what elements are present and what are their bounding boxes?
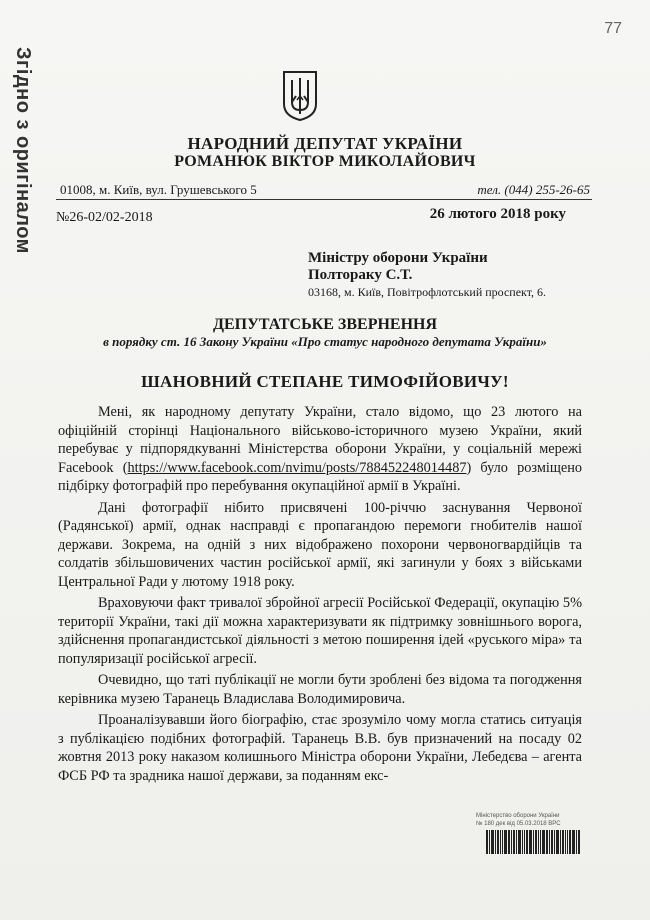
registration-stamp: Міністерство оборони України № 180 дек від 05.03.2018 ВРС	[476, 813, 561, 827]
reference-date: 26 лютого 2018 року	[429, 206, 566, 222]
paragraph: Проаналізувавши його біографію, стає зрозуміло чому могла статись ситуація з публікацією подібних фотографій. Таранець В.В. був призначений на посаду 02 жовтня 2013 року наказом колишнього Міністра оборони України, Лебедєва – агента ФСБ РФ та зрадника нашої держави, за поданням екс-	[58, 712, 582, 784]
barcode	[486, 830, 596, 854]
letterhead-address: 01008, м. Київ, вул. Грушевського 5	[60, 182, 257, 197]
letterhead-divider	[56, 199, 592, 200]
page-mark: 77	[604, 20, 622, 37]
salutation: ШАНОВНИЙ СТЕПАНЕ ТИМОФІЙОВИЧУ!	[141, 372, 509, 391]
letterhead-name: РОМАНЮК ВІКТОР МИКОЛАЙОВИЧ	[174, 153, 476, 170]
certified-copy-stamp: Згідно з оригіналом	[11, 46, 34, 254]
facebook-link[interactable]: https://www.facebook.com/nvimu/posts/788452248014487	[127, 459, 467, 476]
reference-number: №26-02/02-2018	[56, 210, 153, 225]
letterhead-phone: тел. (044) 255-26-65	[477, 182, 590, 197]
coat-of-arms-icon	[280, 70, 320, 122]
recipient-name: Полтораку С.Т.	[308, 267, 413, 283]
recipient-position: Міністру оборони України	[308, 250, 488, 266]
document-subtitle: в порядку ст. 16 Закону України «Про статус народного депутата України»	[103, 334, 547, 349]
paragraph: Мені, як народному депутату України, стало відомо, що 23 лютого на офіційній сторінці Національного військово-історичного музею України, який перебуває у підпорядкуванні Міністерства оборони України, у соціальній мережі Facebook (https://www.facebook.com/nvimu/posts/788452248014487) було розміщено підбірку фотографій про перебування окупаційної армії в Україні.	[58, 404, 583, 494]
paragraph: Враховуючи факт тривалої збройної агресії Російської Федерації, окупацію 5% території України, такі дії можна характеризувати як підтримку зовнішнього ворога, здійснення пропагандистської діяльності з метою поширення ідей «руського міра» та популяризації російської агресії.	[58, 595, 582, 667]
paragraph: Дані фотографії нібито присвячені 100-річчю заснування Червоної (Радянської) армії, однак насправді є пропагандою перемоги гнобителів нашої держави. Зокрема, на одній з них відображено похорони червоногвардійців та солдатів збільшовичених частин російської армії, які загинули у боях з військами Центральної Ради у лютому 1918 року.	[58, 499, 582, 590]
letterhead-title: НАРОДНИЙ ДЕПУТАТ УКРАЇНИ	[187, 134, 463, 153]
document-title: ДЕПУТАТСЬКЕ ЗВЕРНЕННЯ	[212, 316, 438, 333]
letter-body	[58, 403, 582, 788]
recipient-address: 03168, м. Київ, Повітрофлотський проспект, 6.	[308, 285, 547, 299]
paragraph: Очевидно, що таті публікації не могли бути зроблені без відома та погодження керівника музею Таранець Владислава Володимировича.	[58, 672, 582, 707]
